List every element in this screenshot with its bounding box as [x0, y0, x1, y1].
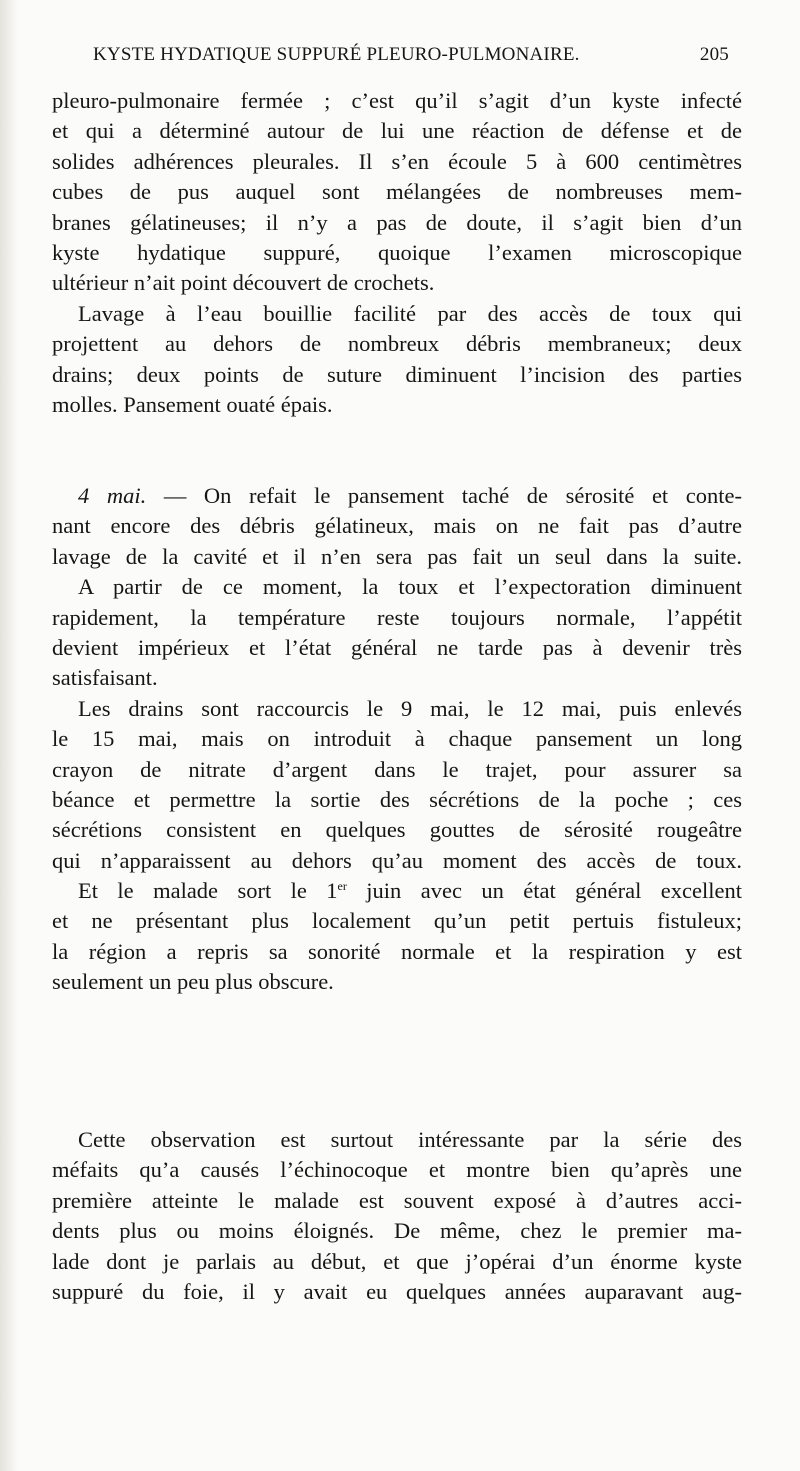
text-line: devient impérieux et l’état général ne tarde pas à devenir très [52, 634, 742, 660]
paragraph-block-2 [52, 481, 742, 998]
text-line: et qui a déterminé autour de lui une réaction de défense et de [52, 118, 742, 144]
text-span: juin avec un état général excellent [346, 878, 742, 904]
text-line: satisfaisant. [52, 665, 158, 691]
text-line: A partir de ce moment, la toux et l’expectoration diminuent [78, 574, 742, 600]
text-line: kyste hydatique suppuré, quoique l’examen microscopique [52, 239, 742, 265]
text-line: pleuro-pulmonaire fermée ; c’est qu’il s’agit d’un kyste infecté [52, 88, 742, 113]
text-line: seulement un peu plus obscure. [52, 969, 334, 995]
page-number: 205 [699, 44, 729, 65]
text-line: première atteinte le malade est souvent exposé à d’autres acci- [52, 1187, 742, 1213]
text-line: sécrétions consistent en quelques gouttes de sérosité rougeâtre [52, 817, 742, 843]
text-line: lavage de la cavité et il n’en sera pas fait un seul dans la suite. [52, 543, 742, 569]
text-line: solides adhérences pleurales. Il s’en écoule 5 à 600 centimètres [52, 148, 742, 174]
text-line: projettent au dehors de nombreux débris membraneux; deux [52, 331, 742, 357]
text-line: Lavage à l’eau bouillie facilité par des accès de toux qui [78, 300, 742, 326]
text-line [52, 876, 742, 906]
text-line: cubes de pus auquel sont mélangées de nombreuses mem- [52, 179, 742, 205]
text-line: béance et permettre la sortie des sécrétions de la poche ; ces [52, 786, 742, 812]
text-line: lade dont je parlais au début, et que j’opérai d’un énorme kyste [52, 1248, 742, 1274]
superscript: er [337, 879, 347, 894]
paragraph-block-3 [52, 1125, 742, 1307]
text-line: la région a repris sa sonorité normale et la respiration y est [52, 938, 742, 964]
text-line: rapidement, la température reste toujours normale, l’appétit [52, 604, 742, 630]
text-line: le 15 mai, mais on introduit à chaque pansement un long [52, 726, 742, 752]
running-header [93, 44, 729, 78]
date-label: 4 mai. [78, 483, 147, 508]
text-line: et ne présentant plus localement qu’un petit pertuis fistuleux; [52, 908, 742, 934]
text-line: dents plus ou moins éloignés. De même, chez le premier ma- [52, 1218, 742, 1244]
text-line: crayon de nitrate d’argent dans le trajet, pour assurer sa [52, 756, 742, 782]
text-line: ultérieur n’ait point découvert de crochets. [52, 270, 435, 296]
text-line: suppuré du foie, il y avait eu quelques années auparavant aug- [52, 1278, 742, 1304]
text-span: Et le malade sort le 1 [78, 878, 338, 904]
text-line: nant encore des débris gélatineux, mais on ne fait pas d’autre [52, 513, 742, 539]
text-span: — On refait le pansement taché de sérosité et conte- [146, 483, 742, 508]
text-line: drains; deux points de suture diminuent l’incision des parties [52, 361, 742, 387]
text-line: molles. Pansement ouaté épais. [52, 391, 333, 417]
paragraph-block-1 [52, 86, 742, 420]
text-line: Les drains sont raccourcis le 9 mai, le 12 mai, puis enlevés [78, 695, 742, 721]
text-line: branes gélatineuses; il n’y a pas de doute, il s’agit bien d’un [52, 209, 742, 235]
text-line [52, 481, 742, 511]
text-line: qui n’apparaissent au dehors qu’au moment des accès de toux. [52, 847, 742, 873]
text-line: Cette observation est surtout intéressante par la série des [78, 1127, 742, 1152]
text-line: méfaits qu’a causés l’échinocoque et montre bien qu’après une [52, 1157, 742, 1183]
running-title: KYSTE HYDATIQUE SUPPURÉ PLEURO-PULMONAIRE. [93, 44, 580, 65]
page-edge-shadow [0, 0, 18, 1471]
